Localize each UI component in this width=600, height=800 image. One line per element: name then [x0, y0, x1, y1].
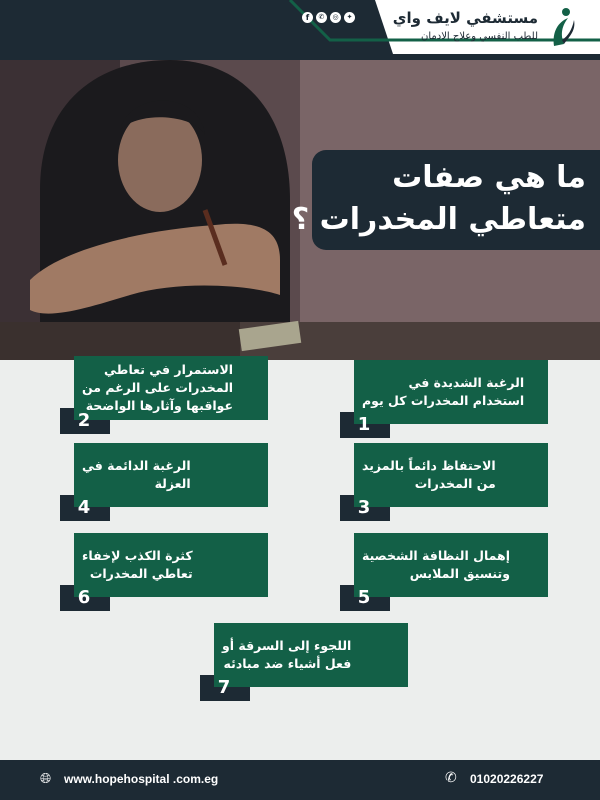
header-bar [0, 0, 600, 60]
phone-number[interactable]: 01020226227 [470, 772, 544, 786]
twitter-icon[interactable]: ✦ [344, 12, 355, 23]
title-line-1: ما هي صفات [392, 160, 586, 195]
website-link[interactable]: www.hopehospital .com.eg [64, 772, 219, 786]
phone-icon: ✆ [445, 770, 457, 786]
footer-bar [0, 760, 600, 800]
facebook-icon[interactable]: f [302, 12, 313, 23]
list-item-3 [340, 443, 548, 518]
item-number: 2 [77, 410, 91, 431]
item-number: 1 [357, 414, 371, 435]
list-item-5 [340, 533, 548, 608]
whatsapp-icon[interactable]: ✆ [316, 12, 327, 23]
item-number: 7 [217, 677, 231, 698]
item-text: الاحتفاظ دائماً بالمزيد من المخدرات [362, 457, 496, 491]
instagram-icon[interactable]: ◎ [330, 12, 341, 23]
title-line-2: متعاطي المخدرات ؟ [291, 202, 586, 237]
item-text: إهمال النظافة الشخصية وتنسيق الملابس [362, 547, 510, 581]
list-item-6 [60, 533, 268, 608]
item-number: 3 [357, 497, 371, 518]
list-item-1 [340, 360, 548, 435]
hospital-name: مستشفي لايف واي [392, 9, 538, 27]
item-number: 6 [77, 587, 91, 608]
item-text: الرغبة الشديدة في استخدام المخدرات كل يوم [362, 374, 525, 408]
social-icons [302, 12, 355, 23]
item-text: الرغبة الدائمة في العزلة [82, 457, 191, 491]
item-text: كثرة الكذب لإخفاء تعاطي المخدرات [82, 547, 193, 581]
title-box [291, 150, 600, 250]
item-text: اللجوء إلى السرقة أو فعل أشياء ضد مبادئه [222, 637, 352, 671]
hospital-logo [550, 6, 578, 50]
list-item-7 [200, 623, 408, 698]
hospital-tagline: للطب النفسي وعلاج الادمان [421, 31, 538, 42]
globe-icon: 🌐︎ [40, 771, 52, 787]
item-number: 4 [77, 497, 91, 518]
list-item-2 [60, 356, 268, 431]
list-item-4 [60, 443, 268, 518]
item-text: الاستمرار في تعاطي المخدرات على الرغم من عواقبها وآثارها الواضحة [82, 361, 234, 414]
item-number: 5 [357, 587, 371, 608]
